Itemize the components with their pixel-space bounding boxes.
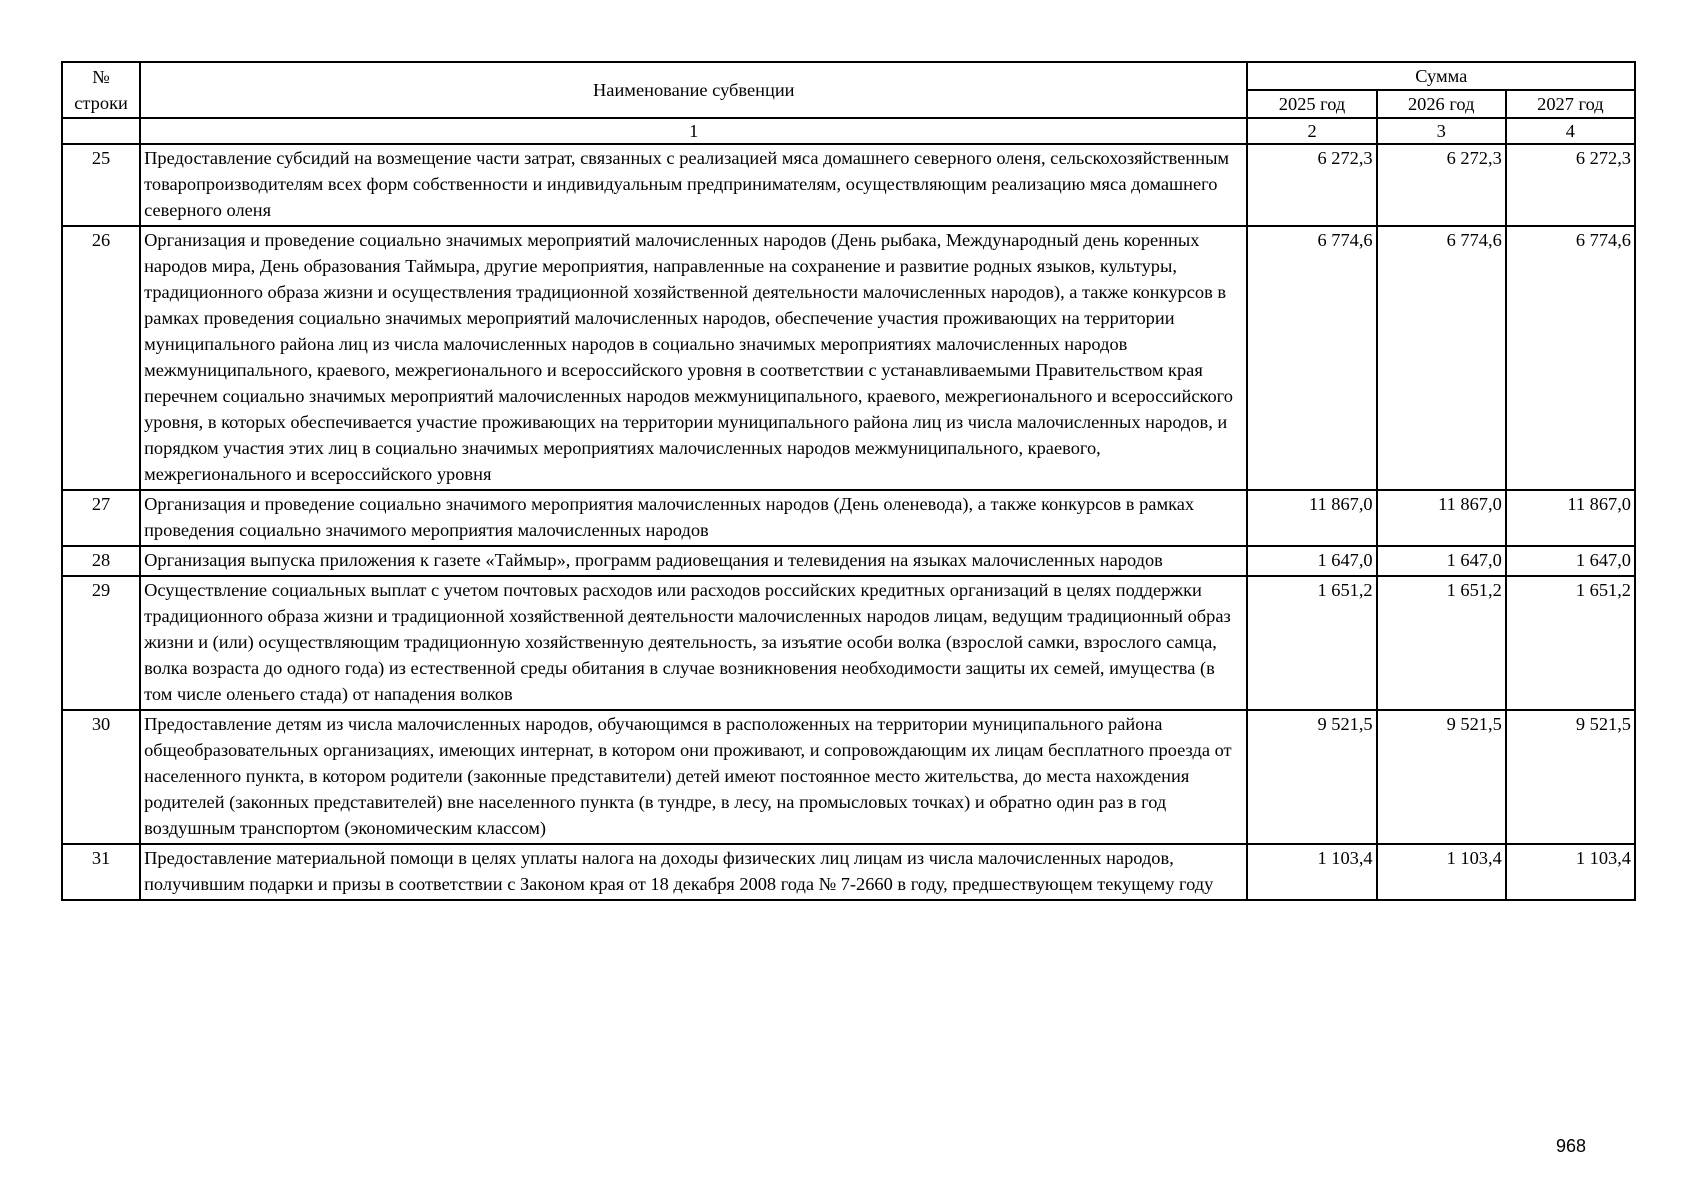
- column-index-3: 3: [1377, 118, 1506, 144]
- amount-2027: 1 651,2: [1506, 576, 1635, 710]
- subvention-table-container: [61, 61, 1636, 901]
- row-number: 27: [62, 490, 140, 546]
- amount-2027: 11 867,0: [1506, 490, 1635, 546]
- table-row: [62, 144, 1635, 226]
- row-number-header: [62, 62, 140, 118]
- subvention-name: Осуществление социальных выплат с учетом почтовых расходов или расходов российских кредитных организаций в целях поддержки традиционного образа жизни и традиционной хозяйственной деятельности малочисленных народов лицам, ведущим традиционный образ жизни и (или) осуществляющим традиционную хозяйственную деятельность, за изъятие особи волка (взрослой самки, взрослого самца, волка возраста до одного года) из естественной среды обитания в случае возникновения необходимости защиты их семей, имущества (в том числе оленьего стада) от нападения волков: [140, 576, 1247, 710]
- amount-2026: 1 103,4: [1377, 844, 1506, 900]
- row-number-header-line1: №: [92, 67, 110, 87]
- subvention-name: Предоставление материальной помощи в целях уплаты налога на доходы физических лиц лицам из числа малочисленных народов, получившим подарки и призы в соответствии с Законом края от 18 декабря 2008 года № 7-2660 в году, предшествующем текущему году: [140, 844, 1247, 900]
- row-number-header-line2: строки: [74, 93, 128, 113]
- amount-2026: 9 521,5: [1377, 710, 1506, 844]
- table-row: [62, 226, 1635, 490]
- amount-2027: 1 647,0: [1506, 546, 1635, 576]
- page-number: 968: [1556, 1136, 1587, 1156]
- column-index-row: [62, 118, 1635, 144]
- amount-2025: 6 774,6: [1247, 226, 1376, 490]
- sum-header: Сумма: [1247, 62, 1635, 90]
- row-number: 30: [62, 710, 140, 844]
- row-number: 26: [62, 226, 140, 490]
- amount-2027: 9 521,5: [1506, 710, 1635, 844]
- row-number: 25: [62, 144, 140, 226]
- subvention-name: Предоставление субсидий на возмещение части затрат, связанных с реализацией мяса домашнего северного оленя, сельскохозяйственным товаропроизводителям всех форм собственности и индивидуальным предпринимателям, осуществляющим реализацию мяса домашнего северного оленя: [140, 144, 1247, 226]
- column-index-4: 4: [1506, 118, 1635, 144]
- amount-2027: 6 272,3: [1506, 144, 1635, 226]
- amount-2026: 1 647,0: [1377, 546, 1506, 576]
- column-index-1: 1: [140, 118, 1247, 144]
- year-header-2025: 2025 год: [1247, 90, 1376, 118]
- subvention-name: Предоставление детям из числа малочисленных народов, обучающимся в расположенных на территории муниципального района общеобразовательных организациях, имеющих интернат, в котором они проживают, и сопровождающим их лицам бесплатного проезда от населенного пункта, в котором родители (законные представители) детей имеют постоянное место жительства, до места нахождения родителей (законных представителей) вне населенного пункта (в тундре, в лесу, на промысловых точках) и обратно один раз в год воздушным транспортом (экономическим классом): [140, 710, 1247, 844]
- row-number: 28: [62, 546, 140, 576]
- column-index-blank: [62, 118, 140, 144]
- name-header: Наименование субвенции: [140, 62, 1247, 118]
- amount-2025: 9 521,5: [1247, 710, 1376, 844]
- amount-2025: 1 651,2: [1247, 576, 1376, 710]
- table-row: [62, 844, 1635, 900]
- amount-2025: 6 272,3: [1247, 144, 1376, 226]
- row-number: 31: [62, 844, 140, 900]
- year-header-2026: 2026 год: [1377, 90, 1506, 118]
- subvention-name: Организация и проведение социально значимого мероприятия малочисленных народов (День оленевода), а также конкурсов в рамках проведения социально значимого мероприятия малочисленных народов: [140, 490, 1247, 546]
- amount-2026: 6 272,3: [1377, 144, 1506, 226]
- year-header-2027: 2027 год: [1506, 90, 1635, 118]
- table-row: [62, 710, 1635, 844]
- amount-2025: 1 103,4: [1247, 844, 1376, 900]
- amount-2027: 1 103,4: [1506, 844, 1635, 900]
- amount-2026: 11 867,0: [1377, 490, 1506, 546]
- amount-2026: 6 774,6: [1377, 226, 1506, 490]
- amount-2026: 1 651,2: [1377, 576, 1506, 710]
- subvention-name: Организация выпуска приложения к газете «Таймыр», программ радиовещания и телевидения на языках малочисленных народов: [140, 546, 1247, 576]
- subvention-name: Организация и проведение социально значимых мероприятий малочисленных народов (День рыбака, Международный день коренных народов мира, День образования Таймыра, другие мероприятия, направленные на сохранение и развитие родных языков, культуры, традиционного образа жизни и осуществления традиционной хозяйственной деятельности малочисленных народов), а также конкурсов в рамках проведения социально значимых мероприятий малочисленных народов, обеспечение участия проживающих на территории муниципального района лиц из числа малочисленных народов в социально значимых мероприятиях малочисленных народов межмуниципального, краевого, межрегионального и всероссийского уровня в соответствии с устанавливаемыми Правительством края перечнем социально значимых мероприятий малочисленных народов межмуниципального, краевого, межрегионального и всероссийского уровня, в которых обеспечивается участие проживающих на территории муниципального района лиц из числа малочисленных народов, и порядком участия этих лиц в социально значимых мероприятиях малочисленных народов межмуниципального, краевого, межрегионального и всероссийского уровня: [140, 226, 1247, 490]
- amount-2027: 6 774,6: [1506, 226, 1635, 490]
- amount-2025: 11 867,0: [1247, 490, 1376, 546]
- subvention-table: [61, 61, 1636, 901]
- table-header-row-1: [62, 62, 1635, 90]
- table-row: [62, 546, 1635, 576]
- table-row: [62, 576, 1635, 710]
- column-index-2: 2: [1247, 118, 1376, 144]
- row-number: 29: [62, 576, 140, 710]
- amount-2025: 1 647,0: [1247, 546, 1376, 576]
- table-row: [62, 490, 1635, 546]
